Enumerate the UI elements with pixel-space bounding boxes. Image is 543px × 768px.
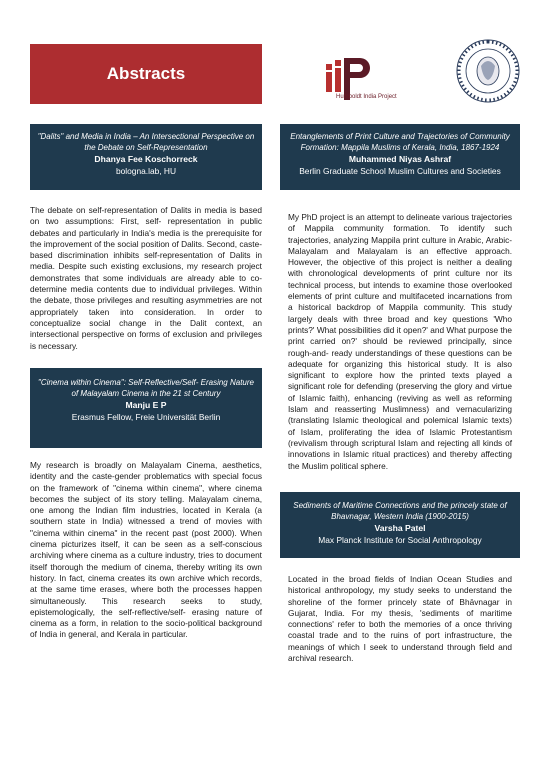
abstract-header-cinema-within-cinema (30, 368, 262, 448)
abstract-author: Dhanya Fee Koschorreck (94, 154, 198, 164)
abstract-affiliation: Max Planck Institute for Social Anthropology (318, 535, 482, 545)
abstract-affiliation: Erasmus Fellow, Freie Universität Berlin (71, 412, 221, 422)
abstract-title: Entanglements of Print Culture and Trajectories of Community Formation: Mappila Muslims of Kerala, India, 1867-1924 (290, 132, 510, 152)
abstract-header-print-culture (280, 124, 520, 190)
abstract-body-maritime-connections: Located in the broad fields of Indian Ocean Studies and historical anthropology, my study seeks to understand the shoreline of the former princely state of Bhāvnagar in Gujarat, India. For my thesis, 'sediments of maritime connections' refer to both the memories of a once thriving coastal trade and to the ruins of port infrastructure, the meanings of which I seek to understand through field and archival research. (288, 574, 512, 664)
banner-title: Abstracts (106, 64, 186, 83)
abstract-affiliation: Berlin Graduate School Muslim Cultures and Societies (299, 166, 501, 176)
abstracts-banner (30, 44, 262, 104)
abstract-header-maritime-connections (280, 492, 520, 558)
abstract-header-dalits-media (30, 124, 262, 190)
humboldt-university-seal (455, 38, 521, 104)
abstract-title: "Dalits" and Media in India – An Intersectional Perspective on the Debate on Self-Representation (37, 132, 255, 152)
abstract-affiliation: bologna.lab, HU (115, 166, 177, 176)
abstract-title: "Cinema within Cinema": Self-Reflective/Self- Erasing Nature of Malayalam Cinema in the 21 st Century (38, 378, 254, 398)
abstract-body-print-culture: My PhD project is an attempt to delineate various trajectories of Mappila community formation. To identify such trajectories, analyzing Mappila print culture in Arabic, Arabic-Malayalam and Malayalam is an effective approach. However, the objective of this project is neither a dealing with chronological developments of print culture nor its technical process, but intends to examine those overlooked elements of print culture and multifaceted incarnations from a historical backdrop of Mappila community. This study largely deals with three broad and key questions 'Who prints?' What possibilities did it open?' and What purpose the print carried on?' should be reviewed principally, since rough-and- ready understandings of these questions can be adequate for organizing this historical study. It is also significant to explore how the printed texts played a significant role for defending (preserving the glory and virtue of Islamic faith), enhancing (reviving as well as reforming Islam and reasserting Muslimness) and vernacularizing (translating Islamic theological and polemical Islamic texts) of Islam, proliferating the idea of Islamic Protestantism (revivalism through scriptural Islam and rejecting all kinds of innovations in Islamic ritual practices) and thereby affecting the Muslim political sphere. (288, 212, 512, 471)
abstract-author: Muhammed Niyas Ashraf (348, 154, 452, 164)
abstract-author: Varsha Patel (374, 523, 426, 533)
abstract-body-cinema-within-cinema: My research is broadly on Malayalam Cinema, aesthetics, identity and the caste-gender problematics with special focus on the framework of "cinema within cinema", where cinema becomes the subject of its story telling. Malayalam cinema, one among the Indian film industries, located in Kerala (a southern state in India) witnessed a trend of movies with "cinema within cinema" in the recent past (post 2000). When cinema picturizes itself, it can be seen as a self-conscious archiving where cinema as a culture industry, tries to document itself thorough the medium of cinema, thereby writing its own history. In fact, cinema creates its own archive which records, at the same time erases, where both the processes happen simultaneously. This research seeks to study, epistemologically, the self-reflective/self- erasing nature of cinema as a form, in relation to the socio-political background of India in general, and Kerala in particular. (30, 460, 262, 640)
abstract-title: Sediments of Maritime Connections and the princely state of Bhavnagar, Western India (1900-2015) (293, 501, 507, 521)
abstract-body-dalits-media: The debate on self-representation of Dalits in media is based on two assumptions: First, self- representation in public debates and particularly in India's media is the prerequisite for the improvement of the social position of Dalits. Second, caste-based discrimination inhibits self-representation of Dalits in media. Despite such existing exclusions, my research project demonstrates that some individuals are already able to co-determine media contents due to individual privileges. Within the debate, those privileges and resulting asymmetries are not appropriately taken into consideration. In order to conceptualize social change in the Dalit context, an intersectional perspective on forms of exclusion and privileges is necessary. (30, 205, 262, 351)
abstract-author: Manju E P (125, 400, 167, 410)
logo-caption: Humboldt India Project (336, 94, 397, 100)
